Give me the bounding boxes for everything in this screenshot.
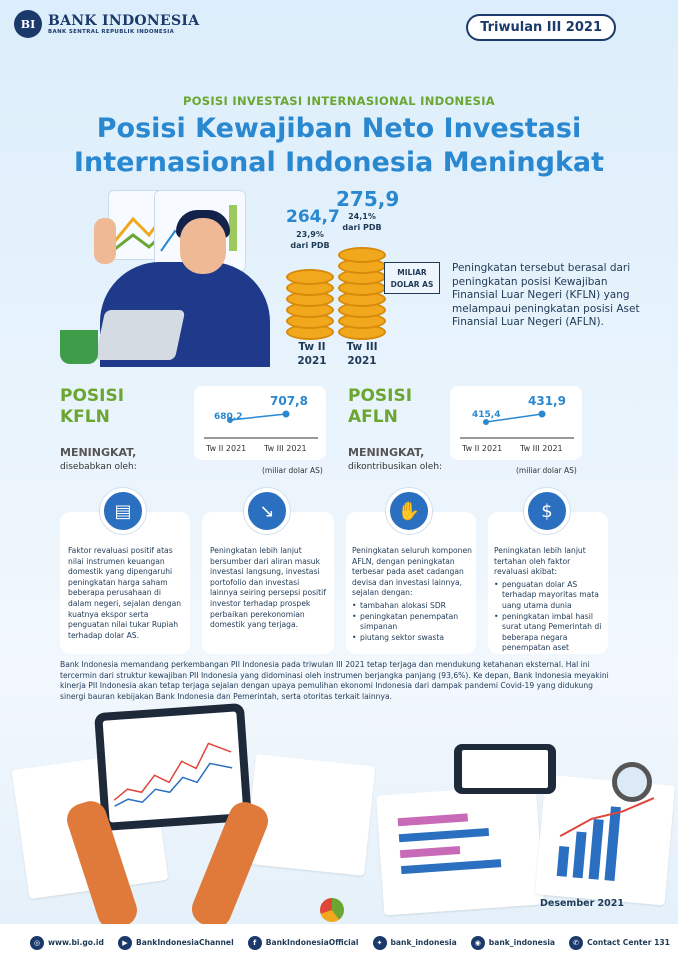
phone-illustration xyxy=(454,744,556,794)
kfln-unit: (miliar dolar AS) xyxy=(262,466,323,475)
person-head xyxy=(180,218,226,274)
bar-chart-icon xyxy=(535,775,675,906)
afln-card-1-text: Peningkatan seluruh komponen AFLN, dengan peningkatan terbesar pada aset cadangan devisa dan investasi lainnya, sejalan dengan: • tambahan alokasi SDR • peningkatan penempatan simpanan • piutang sektor swasta xyxy=(352,546,472,643)
coin xyxy=(286,269,334,285)
handshake-icon: ✋ xyxy=(386,488,432,534)
youtube-icon: ▶ xyxy=(118,936,132,950)
title-line-2: Internasional Indonesia Meningkat xyxy=(73,147,605,178)
report-paper-4 xyxy=(535,775,675,906)
afln-v1: 415,4 xyxy=(472,410,501,420)
footer-facebook[interactable]: f BankIndonesiaOfficial xyxy=(248,936,359,950)
globe-icon: ◎ xyxy=(30,936,44,950)
phone-icon: ✆ xyxy=(569,936,583,950)
footer-twitter[interactable]: ✦ bank_indonesia xyxy=(373,936,457,950)
kfln-meningkat: MENINGKAT, xyxy=(60,446,137,459)
footer-youtube[interactable]: ▶ BankIndonesiaChannel xyxy=(118,936,234,950)
kfln-mini-chart xyxy=(194,386,326,460)
kfln-q2: Tw III 2021 xyxy=(264,444,307,453)
bullet-imbal: • peningkatan imbal hasil surat utang Pemerintah di beberapa negara penempatan aset xyxy=(494,612,604,654)
bullet-sdr: • tambahan alokasi SDR xyxy=(352,601,472,612)
footer-social-bar xyxy=(0,924,678,961)
afln-title: POSISI AFLN xyxy=(348,386,413,427)
title-line-1: Posisi Kewajiban Neto Investasi xyxy=(96,113,582,144)
brand-name: BANK INDONESIA xyxy=(48,13,200,29)
tablet-illustration xyxy=(94,703,252,831)
tw2-value: 264,7 xyxy=(286,207,340,227)
page-title xyxy=(0,112,678,180)
magnifier-icon xyxy=(612,762,652,802)
stacked-bar-chart-icon xyxy=(376,785,544,916)
afln-card-2-bullets xyxy=(494,580,604,654)
publication-date: Desember 2021 xyxy=(540,898,625,909)
kfln-card-1-text: Faktor revaluasi positif atas nilai instrumen keuangan domestik yang dipengaruhi peningkatan harga saham beberapa perusahaan di dalam negeri, sejalan dengan kuatnya ekspor serta penguatan nilai tukar Rupiah terhadap dolar AS. xyxy=(68,546,182,640)
instagram-icon: ◉ xyxy=(471,936,485,950)
footer-website[interactable]: ◎ www.bi.go.id xyxy=(30,936,104,950)
bullet-simpanan: • peningkatan penempatan simpanan xyxy=(352,612,472,633)
kfln-q1: Tw II 2021 xyxy=(206,444,247,453)
kfln-v1: 680,2 xyxy=(214,412,243,422)
tw2-pct: 23,9% dari PDB xyxy=(290,230,330,250)
afln-point-tw3 xyxy=(539,411,546,418)
afln-card-2-text: Peningkatan lebih lanjut tertahan oleh faktor revaluasi akibat: • penguatan dolar AS terhadap mayoritas mata uang utama dunia • peningkatan imbal hasil surat utang Pemerintah di beberapa negara penempatan aset xyxy=(494,546,604,654)
mug-icon xyxy=(60,330,98,364)
bullet-dolar: • penguatan dolar AS terhadap mayoritas mata uang utama dunia xyxy=(494,580,604,612)
tw3-label: Tw III 2021 xyxy=(346,341,378,367)
tw3-value: 275,9 xyxy=(336,187,400,211)
stock-chart-icon xyxy=(103,711,244,822)
kfln-cause: disebabkan oleh: xyxy=(60,462,137,472)
coin xyxy=(338,247,386,263)
bank-indonesia-logo xyxy=(14,10,199,38)
hero-description: Peningkatan tersebut berasal dari peningkatan posisi Kewajiban Finansial Luar Negeri (KFLN) yang melampaui peningkatan posisi Aset Finansial Luar Negeri (AFLN). xyxy=(452,262,640,328)
footer-instagram[interactable]: ◉ bank_indonesia xyxy=(471,936,555,950)
money-receipt-icon: $ xyxy=(524,488,570,534)
eyebrow-heading: POSISI INVESTASI INTERNASIONAL INDONESIA xyxy=(182,94,496,108)
afln-q2: Tw III 2021 xyxy=(520,444,563,453)
document-chart-icon: ▤ xyxy=(100,488,146,534)
tw3-pct: 24,1% dari PDB xyxy=(342,212,382,232)
bullet-piutang: • piutang sektor swasta xyxy=(352,633,472,644)
footer-contact-center[interactable]: ✆ Contact Center 131 xyxy=(569,936,670,950)
summary-paragraph: Bank Indonesia memandang perkembangan PII Indonesia pada triwulan III 2021 tetap terjaga dan mendukung ketahanan eksternal. Hal ini tercermin dari struktur kewajiban PII Indonesia yang didominasi oleh instrumen berjangka panjang (93,6%). Ke depan, Bank Indonesia meyakini kinerja PII Indonesia akan tetap terjaga sejalan dengan upaya pemulihan ekonomi Indonesia dari dampak pandemi Covid-19 yang didukung sinergi bauran kebijakan Bank Indonesia dan Pemerintah, serta otoritas terkait lainnya. xyxy=(60,660,609,701)
afln-cause: dikontribusikan oleh: xyxy=(348,462,443,472)
tw2-label: Tw II 2021 xyxy=(297,341,327,367)
kfln-title: POSISI KFLN xyxy=(60,386,125,427)
twitter-icon: ✦ xyxy=(373,936,387,950)
afln-v2: 431,9 xyxy=(528,394,566,408)
period-badge: Triwulan III 2021 xyxy=(466,14,616,41)
afln-card-1-bullets xyxy=(352,601,472,643)
brand-subtitle: BANK SENTRAL REPUBLIK INDONESIA xyxy=(48,29,175,35)
report-paper-3 xyxy=(376,785,544,916)
afln-q1: Tw II 2021 xyxy=(462,444,503,453)
facebook-icon: f xyxy=(248,936,262,950)
unit-box: MILIAR DOLAR AS xyxy=(384,262,440,294)
laptop-icon xyxy=(95,310,186,360)
kfln-v2: 707,8 xyxy=(270,394,308,408)
afln-unit: (miliar dolar AS) xyxy=(516,466,577,475)
kfln-card-2-text: Peningkatan lebih lanjut bersumber dari aliran masuk investasi langsung, investasi portofolio dan investasi lainnya seiring persepsi positif investor terhadap prospek perbaikan perekonomian domestik yang terjaga. xyxy=(210,546,326,630)
bi-emblem-icon: BI xyxy=(14,10,42,38)
kfln-point-tw3 xyxy=(283,411,290,418)
afln-meningkat: MENINGKAT, xyxy=(348,446,425,459)
afln-mini-chart xyxy=(450,386,582,460)
presentation-chart-icon: ↘ xyxy=(244,488,290,534)
raised-hand xyxy=(94,218,116,264)
pie-chart-icon xyxy=(320,898,344,922)
